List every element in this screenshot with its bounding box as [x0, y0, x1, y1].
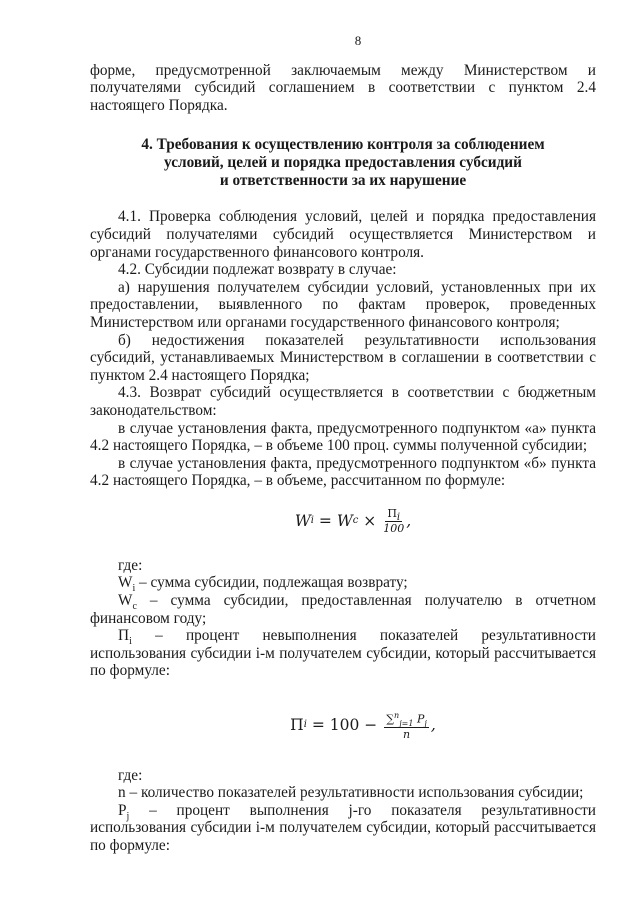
formula-2-numerator [384, 710, 429, 728]
formula-2-tail: , [430, 715, 436, 734]
definition-wi-text: – сумма субсидии, подлежащая возврату; [135, 574, 408, 592]
paragraph-4-2-b: б) недостижения показателей результативности использования субсидий, устанавливаемых Министерством в соглашении в соответствии с пунктом 2.4 настоящего Порядка; [90, 331, 596, 384]
definition-wi-symbol: W [118, 574, 133, 592]
definition-pi-symbol: П [118, 627, 130, 645]
formula-1-rhs-var: W [336, 511, 353, 530]
formula-refund: W i = W c × $\frac{П_i}{100}$ , [294, 506, 412, 535]
formula-1-tail: , [406, 511, 412, 530]
formula-1-lhs: W [294, 511, 311, 530]
formula-1-eq: = [313, 511, 337, 530]
definition-wc-sub: c [132, 601, 137, 613]
formula-1-fraction [383, 508, 404, 535]
definition-wi [90, 574, 596, 595]
definition-n: n – количество показателей результативности использования субсидии; [118, 784, 584, 802]
heading-line-1: 4. Требования к осуществлению контроля за соблюдением [141, 136, 545, 154]
formula-nonfulfillment: П i = 100 − $\frac{\sum^n_{j=1} P_j}{n}$ , [290, 711, 436, 741]
formula-1-numerator [385, 508, 402, 522]
definition-pi [90, 627, 596, 680]
paragraph-4-1: 4.1. Проверка соблюдения условий, целей и порядка предоставления субсидий получателями субсидий осуществляется Министерством и органами государственного финансового контроля. [90, 208, 596, 261]
formula-2-sum-var: P [416, 712, 425, 726]
formula-2-eq: = 100 − [306, 715, 383, 734]
formula-2-lhs: П [290, 715, 304, 734]
paragraph-4-2-a: а) нарушения получателем субсидии условий, установленных при их предоставлении, выявленного по фактам проверок, проведенных Министерством или органами государственного финансового контроля; [90, 278, 596, 331]
heading-line-2: условий, целей и порядка предоставления субсидий [164, 154, 522, 172]
definition-wi-sub: i [132, 583, 136, 595]
formula-2-sum-sub: j=1 [399, 718, 414, 728]
definition-wc [90, 592, 596, 627]
definition-wc-symbol: W [118, 592, 133, 610]
definition-pi-text: – процент невыполнения показателей результативности использования субсидии i-м получателем субсидии, который рассчитывается по формуле: [90, 627, 596, 680]
page-number: 8 [354, 33, 362, 48]
formula-2-sum-var-sub: j [424, 718, 427, 728]
paragraph-4-3-case-b: в случае установления факта, предусмотренного подпунктом «б» пункта 4.2 настоящего Порядка, – в объеме, рассчитанном по формуле: [90, 454, 596, 490]
definition-pj-symbol: P [118, 801, 127, 819]
section-heading [90, 136, 596, 190]
paragraph-4-3: 4.3. Возврат субсидий осуществляется в соответствии с бюджетным законодательством: [90, 384, 596, 419]
intro-line-1: форме, предусмотренной заключаемым между Министерством и [90, 61, 596, 79]
definition-pi-sub: i [129, 636, 132, 648]
formula-1-num-sub: i [396, 512, 401, 524]
formula-2-fraction [384, 710, 429, 741]
where-label-1: где: [118, 556, 143, 574]
formula-1-denominator: 100 [383, 521, 405, 535]
formula-1-times: × [358, 511, 382, 530]
formula-1-num-symbol: П [387, 506, 397, 520]
intro-line-2: получателями субсидий соглашением в соответствии с пунктом 2.4 [90, 79, 596, 97]
formula-2-denominator: n [402, 727, 411, 741]
where-label-2: где: [118, 766, 143, 784]
heading-line-3: и ответственности за их нарушение [219, 172, 467, 190]
formula-2-sum-sup: n [394, 711, 400, 721]
formula-2-sum-sign: ∑ [386, 712, 395, 726]
definition-pj [90, 802, 596, 855]
intro-line-3: настоящего Порядка. [90, 96, 228, 114]
definition-wc-text: – сумма субсидии, предоставленная получателю в отчетном финансовом году; [90, 592, 596, 627]
definition-pj-text: – процент выполнения j-го показателя результативности использования субсидии i-м получателем субсидии, который рассчитывается по формуле: [90, 801, 596, 855]
paragraph-4-2: 4.2. Субсидии подлежат возврату в случае: [118, 261, 397, 279]
definition-pj-sub: j [126, 810, 130, 822]
paragraph-4-3-case-a: в случае установления факта, предусмотренного подпунктом «а» пункта 4.2 настоящего Порядка, – в объеме 100 проц. суммы полученной субсидии; [90, 419, 596, 455]
